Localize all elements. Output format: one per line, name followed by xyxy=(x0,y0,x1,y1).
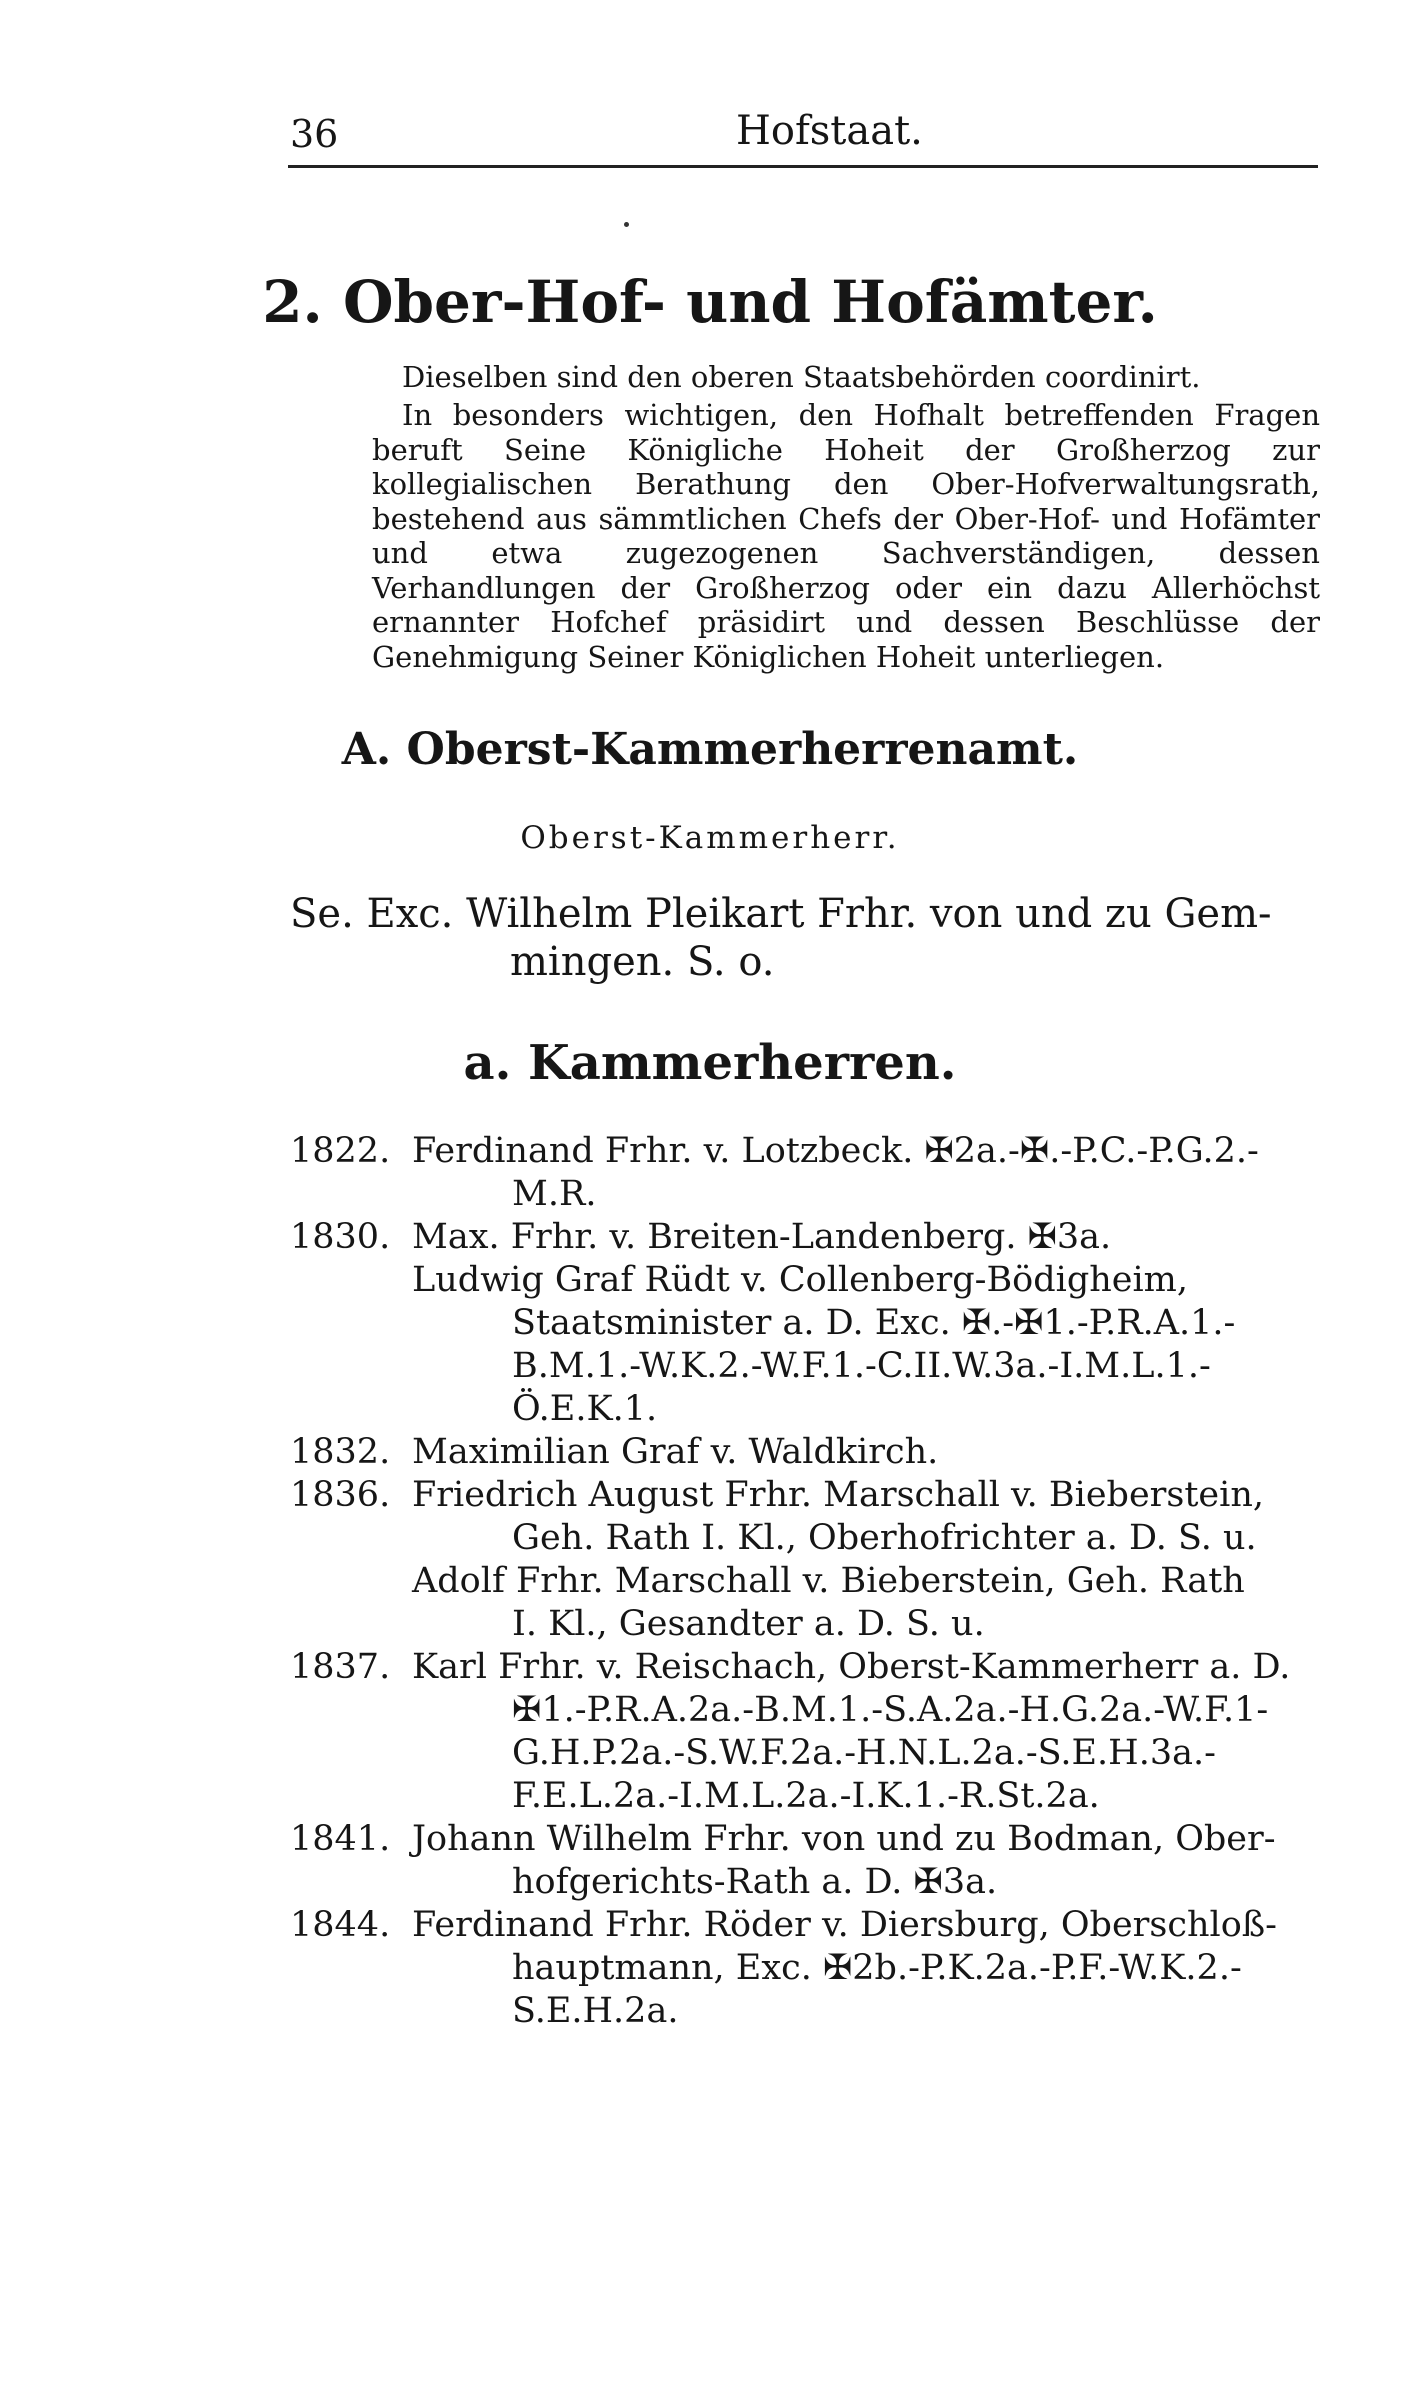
entry-name: Ferdinand Frhr. v. Lotzbeck. ✠2a.-✠.-P.C.-P.G.2.- xyxy=(412,1131,1259,1171)
header-rule xyxy=(288,165,1318,168)
entry-name: Max. Frhr. v. Breiten-Landenberg. ✠3a. xyxy=(412,1217,1112,1257)
entry-name: Karl Frhr. v. Reischach, Oberst-Kammerherr a. D. xyxy=(412,1647,1291,1687)
office-heading: A. Oberst-Kammerherrenamt. xyxy=(341,724,1079,775)
entry-year: 1832. xyxy=(290,1432,391,1472)
entry-detail: B.M.1.-W.K.2.-W.F.1.-C.II.W.3a.-I.M.L.1.- xyxy=(512,1346,1211,1386)
office-holder xyxy=(290,890,1320,986)
entry-year: 1837. xyxy=(290,1647,391,1687)
running-head: Hofstaat. xyxy=(736,108,923,154)
office-title: Oberst-Kammerherr. xyxy=(520,820,900,856)
intro-paragraph-1: Dieselben sind den oberen Staatsbehörden coordinirt. xyxy=(402,360,1201,394)
entry-year: 1836. xyxy=(290,1475,391,1515)
list-item xyxy=(290,1474,1320,1560)
list-item xyxy=(290,1216,1320,1259)
list-item xyxy=(290,1646,1320,1818)
entry-detail: hauptmann, Exc. ✠2b.-P.K.2a.-P.F.-W.K.2.- xyxy=(512,1948,1242,1988)
entry-name: Johann Wilhelm Frhr. von und zu Bodman, Ober- xyxy=(412,1819,1276,1859)
entry-year: 1844. xyxy=(290,1905,391,1945)
list-item xyxy=(290,1431,1320,1474)
entry-detail: ✠1.-P.R.A.2a.-B.M.1.-S.A.2a.-H.G.2a.-W.F.1- xyxy=(512,1690,1269,1730)
entry-detail: G.H.P.2a.-S.W.F.2a.-H.N.L.2a.-S.E.H.3a.- xyxy=(512,1733,1216,1773)
entry-name: Ferdinand Frhr. Röder v. Diersburg, Oberschloß- xyxy=(412,1905,1277,1945)
section-title: 2. Ober-Hof- und Hofämter. xyxy=(262,268,1158,336)
entry-name: Friedrich August Frhr. Marschall v. Bieberstein, xyxy=(412,1475,1264,1515)
office-holder-line: mingen. S. o. xyxy=(510,939,775,985)
entry-detail: F.E.L.2a.-I.M.L.2a.-I.K.1.-R.St.2a. xyxy=(512,1776,1100,1816)
entry-year: 1822. xyxy=(290,1131,391,1171)
intro-paragraph-2: In besonders wichtigen, den Hofhalt betreffenden Fragen beruft Seine Königliche Hoheit der Großherzog zur kollegialischen Berathung den Ober-Hofverwaltungsrath, bestehend aus sämmtlichen Chefs der Ober-Hof- und Hofämter und etwa zugezogenen Sachverständigen, dessen Verhandlungen der Großherzog oder ein dazu Allerhöchst ernannter Hofchef präsidirt und dessen Beschlüsse der Genehmigung Seiner Königlichen Hoheit unterliegen. xyxy=(372,398,1320,674)
list-item xyxy=(290,1818,1320,1904)
group-heading: a. Kammerherren. xyxy=(463,1035,957,1091)
entry-detail: Staatsminister a. D. Exc. ✠.-✠1.-P.R.A.1.- xyxy=(512,1303,1236,1343)
entry-detail: hofgerichts-Rath a. D. ✠3a. xyxy=(512,1862,998,1902)
ink-dot xyxy=(624,222,629,227)
entry-detail: Geh. Rath I. Kl., Oberhofrichter a. D. S. u. xyxy=(512,1518,1257,1558)
list-item xyxy=(290,1560,1320,1646)
entry-detail: Ö.E.K.1. xyxy=(512,1389,658,1429)
entry-name: Ludwig Graf Rüdt v. Collenberg-Bödigheim, xyxy=(412,1260,1188,1300)
entry-year: 1841. xyxy=(290,1819,391,1859)
entry-detail: S.E.H.2a. xyxy=(512,1991,679,2031)
entry-year: 1830. xyxy=(290,1217,391,1257)
entry-detail: M.R. xyxy=(512,1174,597,1214)
list-item xyxy=(290,1130,1320,1216)
list-item xyxy=(290,1904,1320,2033)
chamberlain-list xyxy=(290,1130,1320,2033)
entry-name: Adolf Frhr. Marschall v. Bieberstein, Geh. Rath xyxy=(412,1561,1245,1601)
office-holder-line: Se. Exc. Wilhelm Pleikart Frhr. von und zu Gem- xyxy=(290,891,1272,937)
list-item xyxy=(290,1259,1320,1431)
entry-detail: I. Kl., Gesandter a. D. S. u. xyxy=(512,1604,985,1644)
page-number: 36 xyxy=(290,112,339,156)
entry-name: Maximilian Graf v. Waldkirch. xyxy=(412,1432,939,1472)
